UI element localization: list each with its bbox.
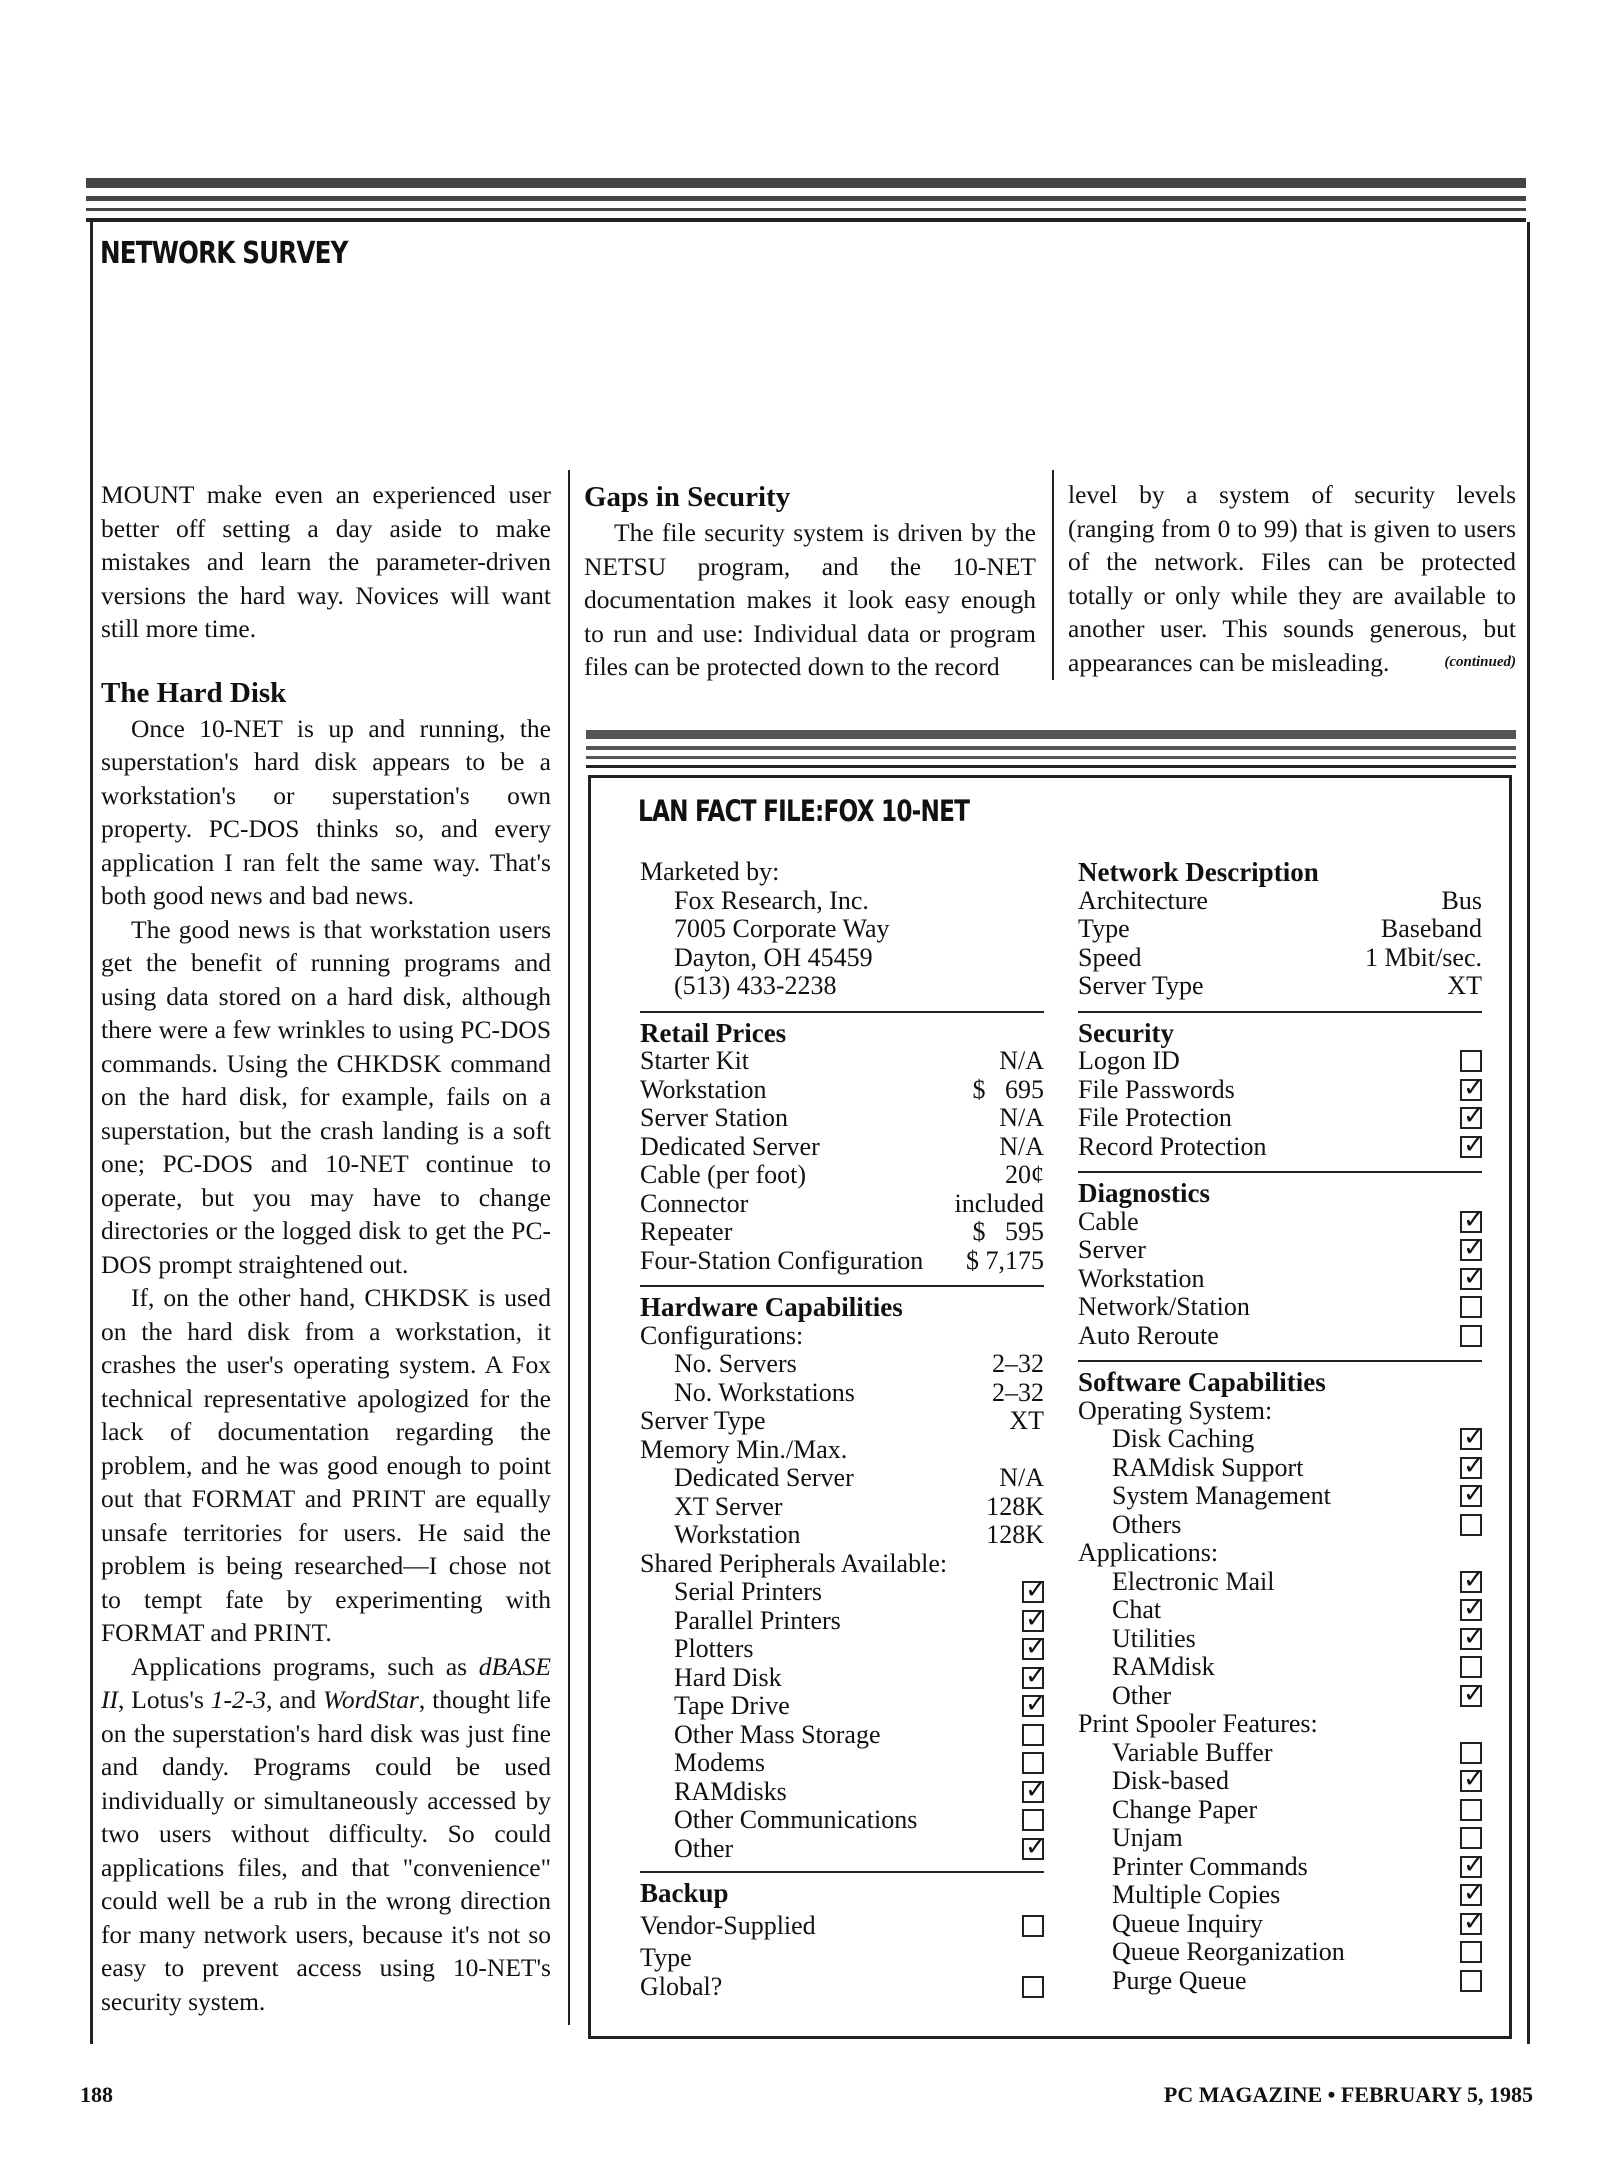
publication-line: PC MAGAZINE • FEBRUARY 5, 1985 xyxy=(1163,2082,1533,2107)
checkbox-icon xyxy=(1022,1695,1044,1717)
top-rule-thin xyxy=(86,208,1526,211)
network-description-heading: Network Description xyxy=(1078,857,1319,887)
apps-list xyxy=(1078,1568,1482,1711)
os-item xyxy=(1078,1425,1482,1454)
app-item-label: Electronic Mail xyxy=(1112,1566,1275,1596)
retail-label: Starter Kit xyxy=(640,1046,750,1075)
os-item-label: Others xyxy=(1112,1509,1182,1539)
retail-label: Connector xyxy=(640,1188,749,1218)
hw-value: 128K xyxy=(986,1491,1044,1521)
spooler-item-label: Multiple Copies xyxy=(1112,1880,1281,1909)
peripheral-item-label: Modems xyxy=(674,1748,765,1777)
p5-text-c: , and xyxy=(266,1685,324,1714)
checkbox-icon xyxy=(1022,1915,1044,1937)
checkbox-icon xyxy=(1022,1781,1044,1803)
hw-label: No. Servers xyxy=(674,1349,797,1378)
checkbox-icon xyxy=(1460,1239,1482,1261)
factbox-left-column xyxy=(640,858,1044,2001)
retail-prices-heading: Retail Prices xyxy=(640,1017,787,1048)
diagnostics-item-label: Cable xyxy=(1078,1206,1139,1236)
hw-value: XT xyxy=(1009,1406,1044,1435)
security-heading: Security xyxy=(1078,1017,1174,1048)
peripherals-list xyxy=(640,1578,1044,1863)
software-heading: Software Capabilities xyxy=(1078,1367,1326,1397)
retail-row xyxy=(640,1218,1044,1247)
article-column-3 xyxy=(1068,478,1516,679)
retail-row xyxy=(640,1190,1044,1219)
retail-label: Repeater xyxy=(640,1217,733,1246)
configurations-label: Configurations: xyxy=(640,1320,804,1350)
checkbox-icon xyxy=(1022,1976,1044,1998)
continued-marker: (continued) xyxy=(1444,653,1516,670)
spooler-list xyxy=(1078,1739,1482,1996)
security-list xyxy=(1078,1047,1482,1161)
checkbox-icon xyxy=(1460,1457,1482,1479)
col3-paragraph-1 xyxy=(1068,478,1516,679)
column-divider-2 xyxy=(1052,470,1054,680)
checkbox-icon xyxy=(1022,1838,1044,1860)
peripheral-item xyxy=(640,1835,1044,1864)
operating-system-label: Operating System: xyxy=(1078,1395,1273,1425)
hw-value: 128K xyxy=(986,1520,1044,1549)
checkbox-icon xyxy=(1022,1752,1044,1774)
col3-text: level by a system of security levels (ranging from 0 to 99) that is given to users of the network. Files can be protected totally or only while they are available to another user. This sounds generous, but appearances can be misleading. xyxy=(1068,480,1516,677)
peripheral-item xyxy=(640,1607,1044,1636)
spooler-item-label: Queue Inquiry xyxy=(1112,1908,1263,1938)
os-item xyxy=(1078,1454,1482,1483)
checkbox-icon xyxy=(1460,1970,1482,1992)
applications-label: Applications: xyxy=(1078,1538,1219,1567)
page-number: 188 xyxy=(80,2082,113,2107)
marketed-by-label: Marketed by: xyxy=(640,857,780,886)
checkbox-icon xyxy=(1460,1856,1482,1878)
checkbox-icon xyxy=(1460,1913,1482,1935)
checkbox-icon xyxy=(1460,1656,1482,1678)
checkbox-icon xyxy=(1460,1136,1482,1158)
retail-row xyxy=(640,1104,1044,1133)
retail-value: N/A xyxy=(999,1046,1044,1075)
separator xyxy=(640,1871,1044,1873)
checkbox-icon xyxy=(1460,1268,1482,1290)
hw-row-server-type xyxy=(640,1407,1044,1436)
spooler-item xyxy=(1078,1739,1482,1768)
checkbox-icon xyxy=(1460,1079,1482,1101)
hw-label: Dedicated Server xyxy=(674,1463,854,1492)
factbox-title: LAN FACT FILE:FOX 10-NET xyxy=(638,794,970,828)
security-item xyxy=(1078,1047,1482,1076)
top-rule-mid xyxy=(86,196,1526,201)
spooler-item xyxy=(1078,1910,1482,1939)
network-label: Speed xyxy=(1078,942,1142,972)
security-item-label: File Protection xyxy=(1078,1103,1232,1132)
network-label: Server Type xyxy=(1078,971,1204,1000)
network-row xyxy=(1078,944,1482,973)
peripheral-item-label: Plotters xyxy=(674,1634,754,1663)
separator xyxy=(640,1011,1044,1013)
factbox-rule-4 xyxy=(586,765,1516,768)
hw-row-servers xyxy=(640,1350,1044,1379)
network-label: Type xyxy=(1078,914,1130,943)
p5-123: 1-2-3 xyxy=(210,1685,267,1714)
hw-value: 2–32 xyxy=(992,1349,1044,1378)
checkbox-icon xyxy=(1460,1514,1482,1536)
hw-label: No. Workstations xyxy=(674,1377,855,1407)
retail-value: 20¢ xyxy=(1005,1160,1044,1189)
checkbox-icon xyxy=(1460,1799,1482,1821)
os-item-label: Disk Caching xyxy=(1112,1424,1255,1453)
checkbox-icon xyxy=(1022,1724,1044,1746)
checkbox-icon xyxy=(1460,1485,1482,1507)
retail-label: Four-Station Configuration xyxy=(640,1245,924,1275)
backup-label: Global? xyxy=(640,1971,723,2001)
separator xyxy=(1078,1011,1482,1013)
network-row xyxy=(1078,887,1482,916)
retail-value: N/A xyxy=(999,1103,1044,1132)
address-line-1: Fox Research, Inc. xyxy=(674,885,869,915)
peripheral-item xyxy=(640,1806,1044,1835)
separator xyxy=(1078,1171,1482,1173)
col1-paragraph-5 xyxy=(101,1650,551,2019)
retail-row xyxy=(640,1076,1044,1105)
p5-text-a: Applications programs, such as xyxy=(131,1651,479,1681)
backup-label: Type xyxy=(640,1943,692,1972)
spooler-item-label: Variable Buffer xyxy=(1112,1737,1273,1767)
peripheral-item-label: Other xyxy=(674,1833,734,1863)
peripheral-item-label: Serial Printers xyxy=(674,1577,823,1606)
app-item-label: Chat xyxy=(1112,1595,1162,1624)
col1-paragraph-1: MOUNT make even an experienced user better off setting a day aside to make mistakes and learn the parameter-driven versions the hard way. Novices will want still more time. xyxy=(101,480,551,643)
network-value: Bus xyxy=(1441,885,1482,915)
os-item xyxy=(1078,1482,1482,1511)
checkbox-icon xyxy=(1460,1941,1482,1963)
checkbox-icon xyxy=(1460,1107,1482,1129)
factbox-rule-3 xyxy=(586,756,1516,759)
network-row xyxy=(1078,915,1482,944)
retail-value: $ 595 xyxy=(972,1217,1044,1246)
hw-label: XT Server xyxy=(674,1491,783,1521)
retail-label: Server Station xyxy=(640,1103,789,1132)
checkbox-icon xyxy=(1460,1685,1482,1707)
spooler-item-label: Printer Commands xyxy=(1112,1851,1308,1881)
spooler-item xyxy=(1078,1824,1482,1853)
retail-label: Dedicated Server xyxy=(640,1131,820,1161)
security-item-label: Logon ID xyxy=(1078,1046,1180,1075)
hw-value: 2–32 xyxy=(992,1377,1044,1407)
app-item xyxy=(1078,1653,1482,1682)
diagnostics-item xyxy=(1078,1322,1482,1351)
backup-row-type xyxy=(640,1944,1044,1973)
backup-heading: Backup xyxy=(640,1878,729,1908)
address-line-2: 7005 Corporate Way xyxy=(674,914,890,943)
retail-value: $ 695 xyxy=(972,1074,1044,1104)
diagnostics-list xyxy=(1078,1208,1482,1351)
diagnostics-item-label: Server xyxy=(1078,1235,1146,1264)
peripheral-item xyxy=(640,1692,1044,1721)
hw-row-workstations xyxy=(640,1379,1044,1408)
diagnostics-item xyxy=(1078,1293,1482,1322)
memory-label: Memory Min./Max. xyxy=(640,1434,848,1464)
app-item xyxy=(1078,1568,1482,1597)
retail-row xyxy=(640,1247,1044,1276)
p5-wordstar: WordStar xyxy=(323,1685,419,1714)
p5-text-d: , thought life on the superstation's hard disk was just fine and dandy. Programs could be used individually or simultaneously accessed by two users without difficulty. So could applications files, and that "convenience" could well be a rub in the wrong direction for many network users, because it's not so easy to prevent access using 10-NET's security system. xyxy=(101,1685,552,2016)
spooler-item-label: Unjam xyxy=(1112,1823,1183,1852)
checkbox-icon xyxy=(1022,1581,1044,1603)
peripheral-item-label: Tape Drive xyxy=(674,1691,790,1720)
checkbox-icon xyxy=(1460,1296,1482,1318)
col1-paragraph-4: If, on the other hand, CHKDSK is used on the hard disk from a workstation, it crashes the user's operating system. A Fox technical representative apologized for the lack of documentation regarding the problem, and he was good enough to point out that FORMAT and PRINT are equally unsafe territories for users. He said the problem is being researched—I chose not to tempt fate by experimenting with FORMAT and PRINT. xyxy=(101,1283,551,1647)
checkbox-icon xyxy=(1460,1827,1482,1849)
spooler-item xyxy=(1078,1881,1482,1910)
peripheral-item-label: Hard Disk xyxy=(674,1662,782,1692)
network-value: Baseband xyxy=(1380,914,1482,943)
os-list xyxy=(1078,1425,1482,1539)
spooler-item-label: Queue Reorganization xyxy=(1112,1937,1345,1966)
backup-label: Vendor-Supplied xyxy=(640,1910,816,1940)
security-item xyxy=(1078,1104,1482,1133)
spooler-item xyxy=(1078,1938,1482,1967)
heading-hard-disk: The Hard Disk xyxy=(101,676,287,709)
backup-row-global xyxy=(640,1973,1044,2002)
checkbox-icon xyxy=(1460,1211,1482,1233)
retail-value: $ 7,175 xyxy=(966,1245,1044,1275)
separator xyxy=(1078,1360,1482,1362)
diagnostics-item xyxy=(1078,1208,1482,1237)
diagnostics-heading: Diagnostics xyxy=(1078,1178,1211,1208)
app-item xyxy=(1078,1682,1482,1711)
col2-paragraph-1: The file security system is driven by the NETSU program, and the 10-NET documentation makes it look easy enough to run and use: Individual data or program files can be protected down to the record xyxy=(584,518,1036,681)
article-column-2 xyxy=(584,478,1036,684)
backup-row-vendor xyxy=(640,1912,1044,1941)
retail-value: included xyxy=(954,1188,1044,1218)
print-spooler-label: Print Spooler Features: xyxy=(1078,1709,1318,1738)
peripheral-item xyxy=(640,1778,1044,1807)
peripheral-item xyxy=(640,1749,1044,1778)
address-line-3: Dayton, OH 45459 xyxy=(674,942,873,972)
hardware-heading: Hardware Capabilities xyxy=(640,1292,903,1322)
os-item-label: System Management xyxy=(1112,1481,1331,1510)
hw-row-workstation xyxy=(640,1521,1044,1550)
diagnostics-item-label: Auto Reroute xyxy=(1078,1320,1219,1350)
hw-row-dedicated xyxy=(640,1464,1044,1493)
security-item-label: Record Protection xyxy=(1078,1131,1267,1161)
separator xyxy=(640,1285,1044,1287)
hw-label: Workstation xyxy=(674,1520,801,1549)
peripheral-item xyxy=(640,1578,1044,1607)
network-value: XT xyxy=(1447,971,1482,1000)
checkbox-icon xyxy=(1460,1884,1482,1906)
p5-text-b: , Lotus's xyxy=(117,1685,211,1714)
peripheral-item xyxy=(640,1635,1044,1664)
os-item xyxy=(1078,1511,1482,1540)
hw-row-xt-server xyxy=(640,1493,1044,1522)
spooler-item xyxy=(1078,1767,1482,1796)
checkbox-icon xyxy=(1460,1599,1482,1621)
checkbox-icon xyxy=(1460,1628,1482,1650)
spooler-item xyxy=(1078,1967,1482,1996)
checkbox-icon xyxy=(1460,1325,1482,1347)
heading-gaps-in-security: Gaps in Security xyxy=(584,481,791,513)
network-label: Architecture xyxy=(1078,885,1208,915)
checkbox-icon xyxy=(1460,1770,1482,1792)
top-rule-thick xyxy=(86,178,1526,188)
security-item xyxy=(1078,1133,1482,1162)
peripheral-item xyxy=(640,1664,1044,1693)
network-row xyxy=(1078,972,1482,1001)
column-divider-1 xyxy=(568,470,570,2025)
peripheral-item xyxy=(640,1721,1044,1750)
retail-value: N/A xyxy=(999,1131,1044,1161)
spooler-item xyxy=(1078,1796,1482,1825)
os-item-label: RAMdisk Support xyxy=(1112,1452,1304,1482)
col1-paragraph-3: The good news is that workstation users get the benefit of running programs and using data stored on a hard disk, although there were a few wrinkles to using PC-DOS commands. Using the CHKDSK command on the hard disk, for example, fails on a superstation, but the crash landing is a soft one; PC-DOS and 10-NET continue to operate, but you may have to change directories or the logged disk to get the PC-DOS prompt straightened out. xyxy=(101,914,551,1279)
peripheral-item-label: Other Communications xyxy=(674,1805,918,1834)
peripheral-item-label: RAMdisks xyxy=(674,1776,787,1806)
diagnostics-item-label: Workstation xyxy=(1078,1263,1205,1293)
factbox-rule-2 xyxy=(586,746,1516,750)
spooler-item-label: Change Paper xyxy=(1112,1794,1258,1824)
retail-row xyxy=(640,1047,1044,1076)
app-item xyxy=(1078,1625,1482,1654)
diagnostics-item xyxy=(1078,1265,1482,1294)
section-title: NETWORK SURVEY xyxy=(100,236,348,271)
checkbox-icon xyxy=(1460,1050,1482,1072)
peripheral-item-label: Other Mass Storage xyxy=(674,1719,881,1749)
spooler-item xyxy=(1078,1853,1482,1882)
factbox-rule-1 xyxy=(586,730,1516,739)
col1-paragraph-2: Once 10-NET is up and running, the superstation's hard disk appears to be a workstation's or superstation's own property. PC-DOS thinks so, and every application I ran felt the same way. That's both good news and bad news. xyxy=(101,713,551,910)
spooler-item-label: Purge Queue xyxy=(1112,1965,1247,1995)
app-item-label: Other xyxy=(1112,1680,1172,1710)
checkbox-icon xyxy=(1022,1809,1044,1831)
checkbox-icon xyxy=(1022,1667,1044,1689)
diagnostics-item xyxy=(1078,1236,1482,1265)
app-item xyxy=(1078,1596,1482,1625)
retail-label: Workstation xyxy=(640,1074,767,1104)
diagnostics-item-label: Network/Station xyxy=(1078,1292,1250,1321)
factbox-right-column xyxy=(1078,858,1482,1995)
hw-label: Server Type xyxy=(640,1406,766,1435)
article-column-1 xyxy=(101,478,551,2018)
address-line-4: (513) 433-2238 xyxy=(674,971,837,1000)
p5-dbase: dBASE II xyxy=(101,1651,551,1714)
checkbox-icon xyxy=(1460,1571,1482,1593)
app-item-label: RAMdisk xyxy=(1112,1652,1215,1681)
shared-peripherals-label: Shared Peripherals Available: xyxy=(640,1548,948,1578)
checkbox-icon xyxy=(1460,1428,1482,1450)
checkbox-icon xyxy=(1460,1742,1482,1764)
spooler-item-label: Disk-based xyxy=(1112,1766,1229,1795)
security-item xyxy=(1078,1076,1482,1105)
peripheral-item-label: Parallel Printers xyxy=(674,1605,841,1635)
app-item-label: Utilities xyxy=(1112,1623,1196,1653)
retail-row xyxy=(640,1161,1044,1190)
security-item-label: File Passwords xyxy=(1078,1074,1235,1104)
network-value: 1 Mbit/sec. xyxy=(1365,942,1482,972)
retail-label: Cable (per foot) xyxy=(640,1160,807,1189)
hw-value: N/A xyxy=(999,1463,1044,1492)
checkbox-icon xyxy=(1022,1638,1044,1660)
retail-row xyxy=(640,1133,1044,1162)
checkbox-icon xyxy=(1022,1610,1044,1632)
